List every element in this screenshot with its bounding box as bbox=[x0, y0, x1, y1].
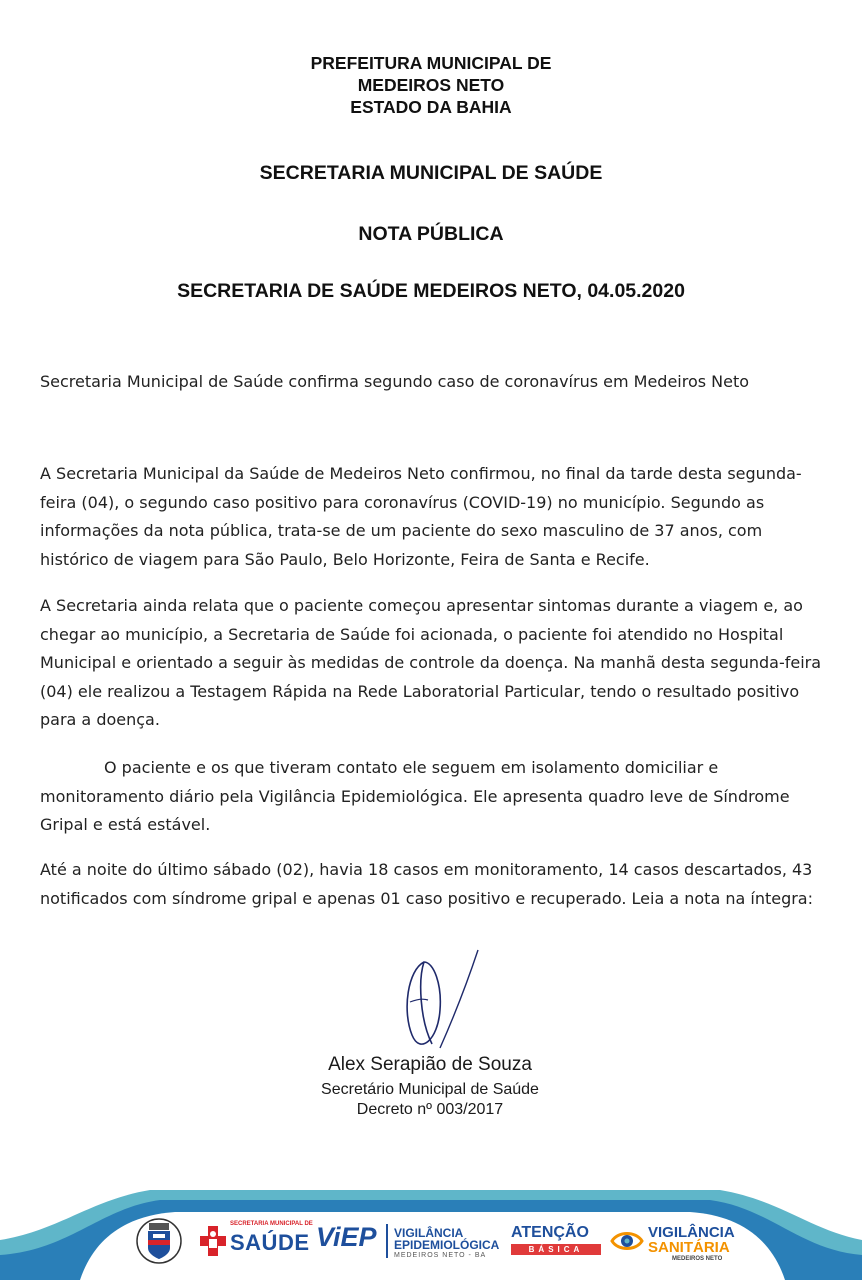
header-line-3: ESTADO DA BAHIA bbox=[350, 97, 512, 117]
secretaria-saude-logo bbox=[198, 1218, 313, 1264]
health-cross-icon bbox=[198, 1224, 228, 1258]
viep-subtext: MEDEIROS NETO - BA bbox=[394, 1252, 487, 1259]
vigilancia-sanitaria-logo bbox=[610, 1220, 745, 1264]
viep-mark: ViEP bbox=[316, 1222, 377, 1252]
paragraph-1: A Secretaria Municipal da Saúde de Medeiros Neto confirmou, no final da tarde desta segunda-feira (04), o segundo caso positivo para coronavírus (COVID-19) no município. Segundo as informações da nota pública, trata-se de um paciente do sexo masculino de 37 anos, com histórico de viagem para São Paulo, Belo Horizonte, Feira de Santa e Recife. bbox=[40, 464, 802, 569]
paragraph-3 bbox=[40, 754, 825, 840]
saude-logo-small-text: SECRETARIA MUNICIPAL DE bbox=[230, 1221, 313, 1227]
footer-logos bbox=[0, 1210, 862, 1270]
viep-text: VIGILÂNCIA EPIDEMIOLÓGICA bbox=[394, 1226, 500, 1252]
signatory-decree: Decreto nº 003/2017 bbox=[356, 1101, 504, 1118]
signatory-role: Secretário Municipal de Saúde bbox=[321, 1081, 539, 1098]
paragraph-2: A Secretaria ainda relata que o paciente começou apresentar sintomas durante a viagem e, ao chegar ao município, a Secretaria de Saúde foi acionada, o paciente foi atendido no Hospital Municipal e orientado a seguir às medidas de controle da doença. Na manhã desta segunda-feira (04) ele realizou a Testagem Rápida na Rede Laboratorial Particular, tendo o resultado positivo para a doença. bbox=[40, 596, 822, 729]
viep-divider bbox=[386, 1224, 390, 1258]
visa-line-1: VIGILÂNCIA bbox=[648, 1224, 735, 1241]
atencao-band: BÁSICA bbox=[511, 1244, 601, 1255]
paragraph-4: Até a noite do último sábado (02), havia 18 casos em monitoramento, 14 casos descartados, 43 notificados com síndrome gripal e apenas 01 caso positivo e recuperado. Leia a nota na íntegra: bbox=[40, 860, 813, 908]
visa-subtext: MEDEIROS NETO bbox=[672, 1256, 723, 1262]
lead-paragraph: Secretaria Municipal de Saúde confirma segundo caso de coronavírus em Medeiros Neto bbox=[40, 372, 750, 391]
document-date-title: SECRETARIA DE SAÚDE MEDEIROS NETO, 04.05.2020 bbox=[177, 280, 685, 302]
visa-line-2: SANITÁRIA bbox=[648, 1239, 730, 1256]
signatory-name: Alex Serapião de Souza bbox=[328, 1054, 532, 1075]
header-line-2: MEDEIROS NETO bbox=[357, 75, 505, 95]
header-line-1: PREFEITURA MUNICIPAL DE bbox=[310, 53, 552, 73]
eye-icon bbox=[610, 1228, 644, 1254]
paragraph-3-text: O paciente e os que tiveram contato ele seguem em isolamento domiciliar e monitoramento diário pela Vigilância Epidemiológica. Ele apresenta quadro leve de Síndrome Gripal e está estável. bbox=[40, 758, 790, 834]
department-title: SECRETARIA MUNICIPAL DE SAÚDE bbox=[259, 162, 603, 184]
handwritten-signature bbox=[380, 940, 490, 1060]
municipal-crest-logo bbox=[135, 1215, 183, 1265]
atencao-basica-logo bbox=[511, 1224, 603, 1258]
atencao-title: ATENÇÃO bbox=[511, 1224, 589, 1241]
municipality-header bbox=[0, 52, 862, 118]
document-type-title: NOTA PÚBLICA bbox=[358, 223, 504, 245]
vigilancia-epidemiologica-logo bbox=[316, 1222, 501, 1266]
saude-logo-text: SAÚDE bbox=[230, 1230, 310, 1255]
